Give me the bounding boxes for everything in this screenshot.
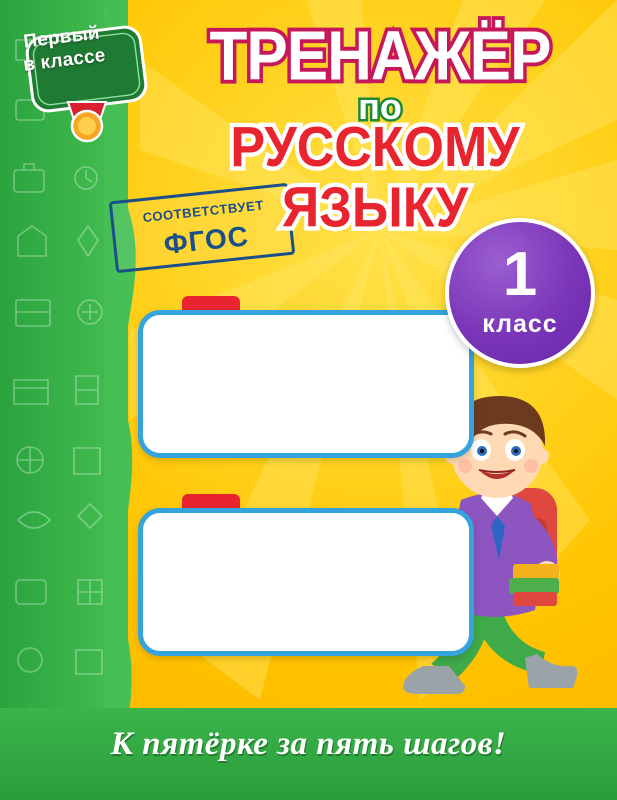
grade-badge (445, 218, 595, 368)
task-2-card (138, 508, 474, 656)
title-subject: РУССКОМУ ЯЗЫКУ (230, 116, 520, 240)
stamp-line-1: СООТВЕТСТВУЕТ (141, 197, 265, 226)
first-in-class-badge (24, 18, 150, 144)
grade-number: 1 (502, 240, 538, 309)
page-title: ТРЕНАЖЁР (209, 17, 551, 96)
title-preposition: по (358, 86, 402, 127)
task-1-card (138, 310, 474, 458)
grade-label: класс (482, 310, 558, 338)
bottom-banner (0, 708, 617, 800)
stamp-line-2: ФГОС (162, 220, 251, 260)
badge-label: Первый в классе (22, 22, 107, 76)
bottom-banner-text: К пятёрке за пять шагов! (110, 726, 507, 762)
